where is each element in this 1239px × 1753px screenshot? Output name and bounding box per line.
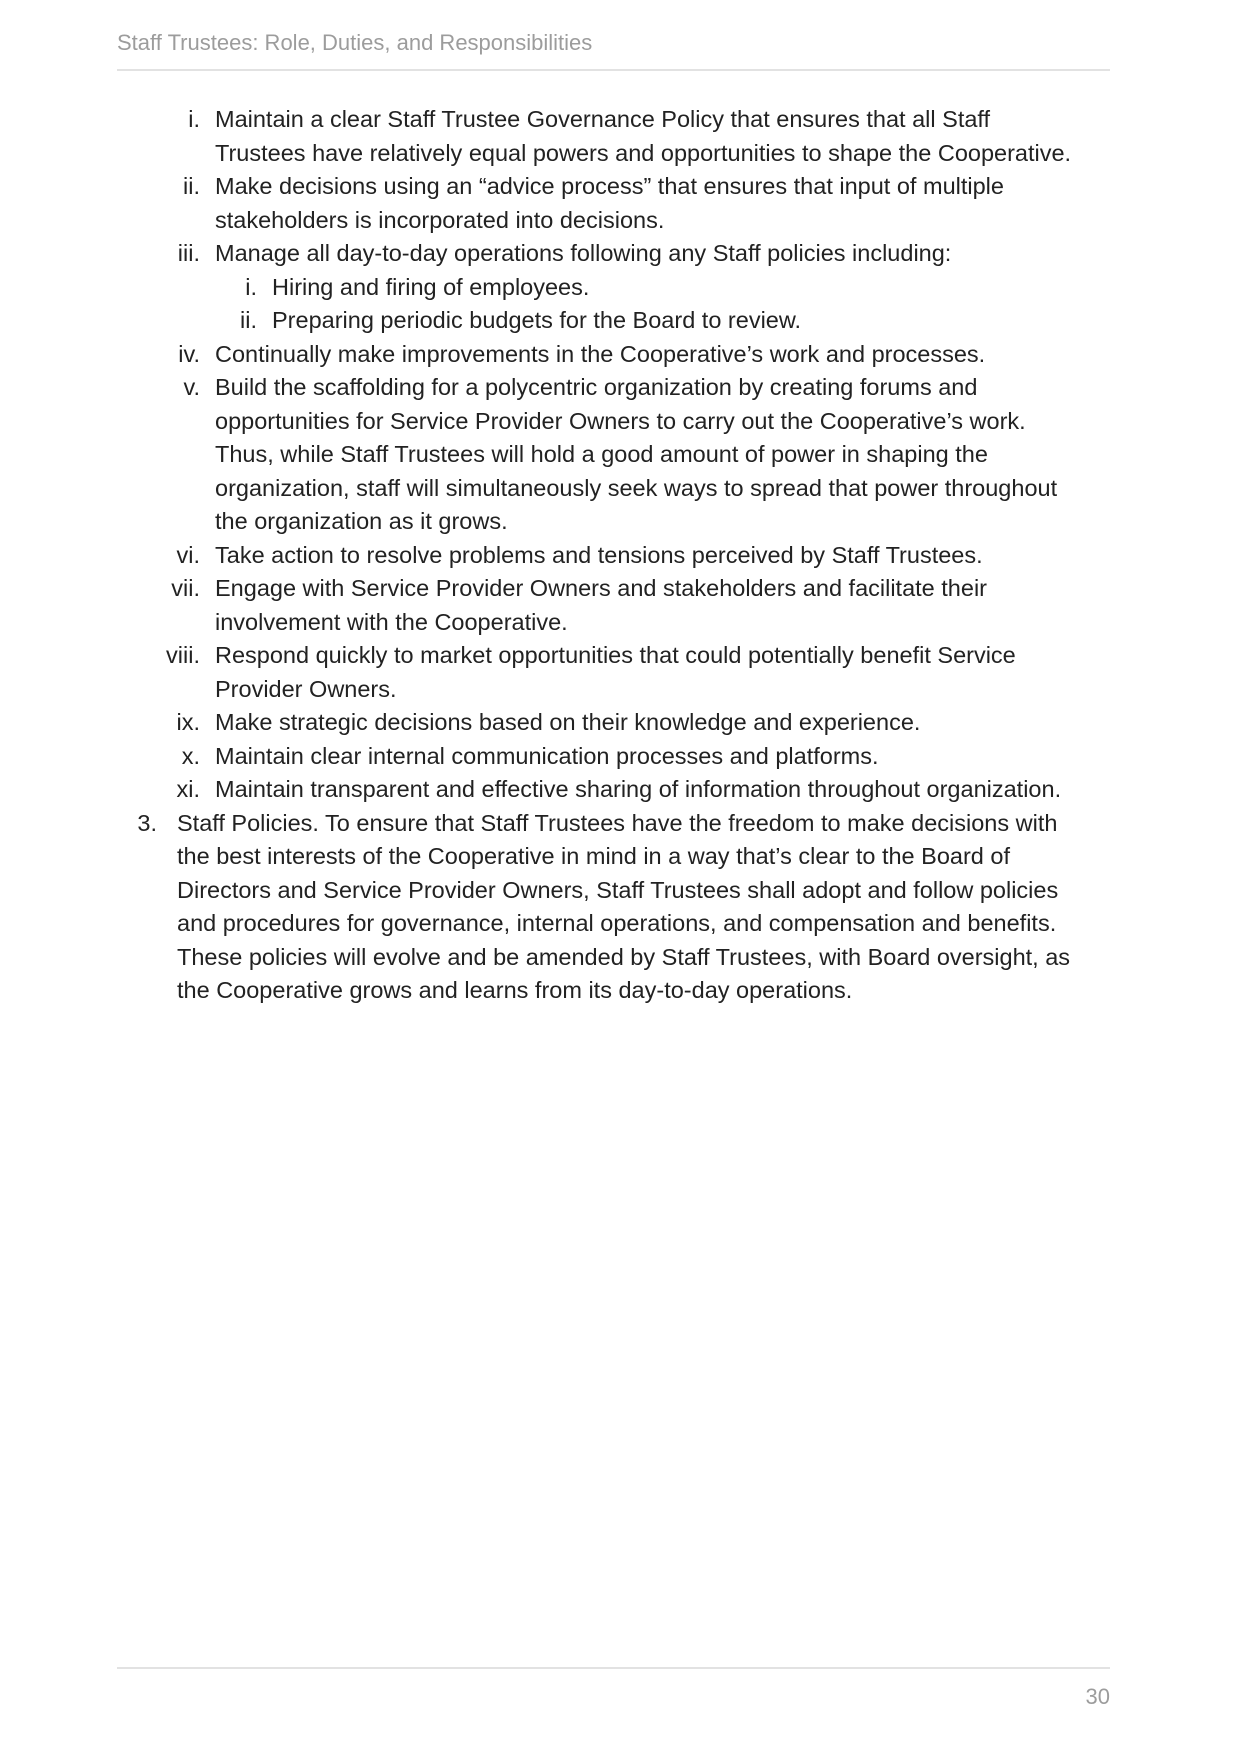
- list-item-marker: iii.: [177, 240, 200, 266]
- text-line: opportunities for Service Provider Owners to carry out the Cooperative’s work.: [215, 407, 1026, 434]
- list-item-text: [215, 539, 1239, 573]
- text-line: stakeholders is incorporated into decisions.: [215, 206, 665, 233]
- list-item-marker: viii.: [166, 642, 200, 668]
- text-line: Hiring and firing of employees.: [272, 273, 590, 300]
- list-item: [0, 338, 1239, 372]
- list-item-text: [177, 807, 1239, 1008]
- text-line: the Cooperative grows and learns from its day-to-day operations.: [177, 977, 853, 1003]
- list-item-marker: ii.: [240, 307, 257, 333]
- list-item-marker: i.: [188, 106, 200, 132]
- text-line: Directors and Service Provider Owners, Staff Trustees shall adopt and follow policies: [177, 876, 1059, 903]
- list-item-marker: v.: [183, 374, 200, 400]
- text-line: Maintain a clear Staff Trustee Governance Policy that ensures that all Staff: [215, 106, 991, 132]
- list-item-text: [215, 237, 1239, 271]
- text-line: the organization as it grows.: [215, 508, 508, 534]
- text-line: the best interests of the Cooperative in mind in a way that’s clear to the Board of: [177, 843, 1010, 869]
- list-item-marker: ii.: [183, 173, 200, 199]
- list-item: [0, 706, 1239, 740]
- text-line: Take action to resolve problems and tensions perceived by Staff Trustees.: [215, 541, 983, 568]
- list-item-text: [215, 706, 1239, 740]
- text-line: Make decisions using an “advice process” that ensures that input of multiple: [215, 173, 1004, 199]
- page-number: 30: [1085, 1684, 1110, 1709]
- list-item: [0, 304, 1239, 338]
- list-item: [0, 271, 1239, 305]
- list-item: [0, 639, 1239, 706]
- list-item-text: [215, 170, 1239, 237]
- page-header-title: Staff Trustees: Role, Duties, and Responsibilities: [117, 30, 593, 55]
- text-line: involvement with the Cooperative.: [215, 608, 568, 635]
- list-item-marker: vii.: [171, 575, 200, 601]
- text-line: Build the scaffolding for a polycentric organization by creating forums and: [215, 374, 978, 400]
- list-item-marker: xi.: [176, 776, 200, 802]
- list-item-text: [215, 639, 1239, 706]
- text-line: and procedures for governance, internal operations, and compensation and benefits.: [177, 910, 1057, 936]
- text-line: Staff Policies. To ensure that Staff Trustees have the freedom to make decisions with: [177, 809, 1058, 836]
- list-item-marker: ix.: [176, 709, 200, 735]
- text-line: Continually make improvements in the Cooperative’s work and processes.: [215, 340, 986, 367]
- text-line: Preparing periodic budgets for the Board to review.: [272, 307, 802, 333]
- list-item-text: [215, 740, 1239, 774]
- text-line: Respond quickly to market opportunities that could potentially benefit Service: [215, 642, 1016, 668]
- list-item-text: [215, 773, 1239, 807]
- footer-rule: [117, 1667, 1110, 1669]
- text-line: Manage all day-to-day operations following any Staff policies including:: [215, 240, 952, 266]
- list-item-marker: i.: [245, 273, 257, 300]
- list-item-marker: vi.: [176, 541, 200, 568]
- text-line: These policies will evolve and be amended by Staff Trustees, with Board oversight, as: [177, 943, 1071, 970]
- text-line: Thus, while Staff Trustees will hold a good amount of power in shaping the: [215, 441, 988, 467]
- text-line: Engage with Service Provider Owners and stakeholders and facilitate their: [215, 575, 987, 601]
- list-item: [0, 237, 1239, 271]
- list-item-marker: x.: [181, 742, 200, 769]
- text-line: Maintain transparent and effective sharing of information throughout organization.: [215, 776, 1062, 802]
- text-line: Trustees have relatively equal powers and opportunities to shape the Cooperative.: [215, 139, 1072, 166]
- list-item-text: [215, 572, 1239, 639]
- list-item: [0, 572, 1239, 639]
- list-item-marker: 3.: [137, 809, 157, 836]
- list-item: [0, 807, 1239, 1008]
- list-item: [0, 740, 1239, 774]
- list-item: [0, 170, 1239, 237]
- list-item-text: [272, 271, 1239, 305]
- list-item: [0, 103, 1239, 170]
- list-item: [0, 539, 1239, 573]
- text-line: Make strategic decisions based on their knowledge and experience.: [215, 709, 921, 735]
- list-item-text: [215, 103, 1239, 170]
- list-item-text: [215, 338, 1239, 372]
- list-item-text: [272, 304, 1239, 338]
- list-item-text: [215, 371, 1239, 539]
- document-body: [0, 103, 1239, 1008]
- text-line: Provider Owners.: [215, 675, 397, 702]
- list-item: [0, 371, 1239, 539]
- list-item-marker: iv.: [178, 340, 200, 367]
- text-line: Maintain clear internal communication processes and platforms.: [215, 742, 879, 769]
- text-line: organization, staff will simultaneously seek ways to spread that power throughout: [215, 474, 1058, 501]
- header-rule: [117, 69, 1110, 71]
- list-item: [0, 773, 1239, 807]
